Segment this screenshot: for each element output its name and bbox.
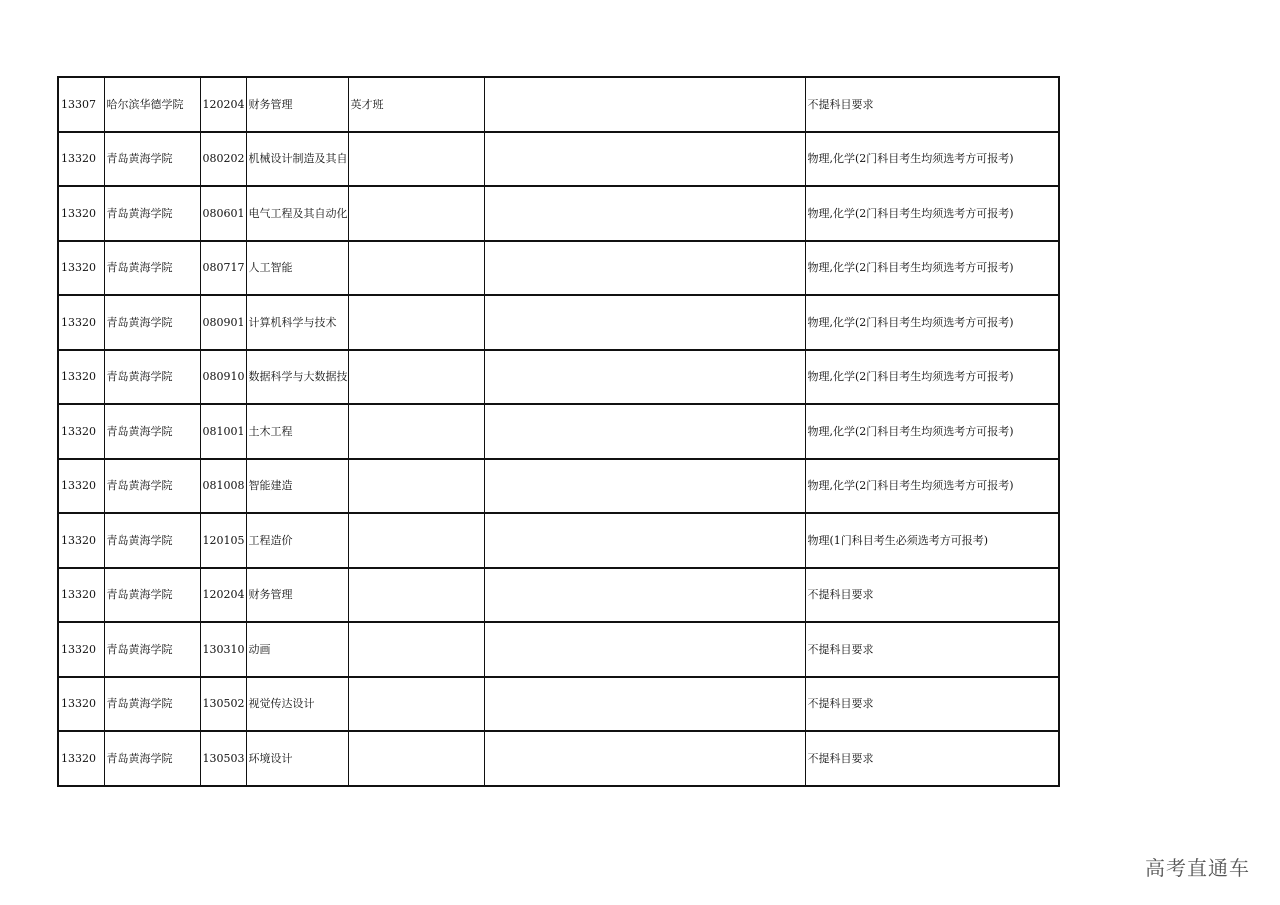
subject-requirement-cell: 物理,化学(2门科目考生均须选考方可报考)	[805, 404, 1059, 459]
note-cell	[348, 513, 484, 568]
note-cell: 英才班	[348, 77, 484, 132]
note-cell	[348, 622, 484, 677]
blank-cell	[484, 513, 805, 568]
school-name-cell: 青岛黄海学院	[104, 241, 200, 296]
blank-cell	[484, 295, 805, 350]
subject-requirement-cell: 不提科目要求	[805, 568, 1059, 623]
note-cell	[348, 132, 484, 187]
table-row	[58, 404, 1059, 459]
major-code-cell: 120204	[200, 568, 246, 623]
major-name-cell: 动画	[246, 622, 348, 677]
major-name-cell: 财务管理	[246, 77, 348, 132]
table-row	[58, 77, 1059, 132]
table-row	[58, 568, 1059, 623]
blank-cell	[484, 186, 805, 241]
major-name-cell: 人工智能	[246, 241, 348, 296]
table-row	[58, 622, 1059, 677]
major-code-cell: 080202	[200, 132, 246, 187]
blank-cell	[484, 350, 805, 405]
school-code-cell: 13320	[58, 459, 104, 514]
school-code-cell: 13320	[58, 350, 104, 405]
major-name-cell: 电气工程及其自动化	[246, 186, 348, 241]
school-name-cell: 青岛黄海学院	[104, 513, 200, 568]
major-name-cell: 智能建造	[246, 459, 348, 514]
school-code-cell: 13320	[58, 731, 104, 786]
note-cell	[348, 241, 484, 296]
admission-requirements-table	[57, 76, 1060, 787]
school-name-cell: 青岛黄海学院	[104, 731, 200, 786]
subject-requirement-cell: 物理,化学(2门科目考生均须选考方可报考)	[805, 186, 1059, 241]
major-code-cell: 130503	[200, 731, 246, 786]
note-cell	[348, 459, 484, 514]
major-code-cell: 080901	[200, 295, 246, 350]
subject-requirement-cell: 不提科目要求	[805, 622, 1059, 677]
blank-cell	[484, 241, 805, 296]
major-code-cell: 081008	[200, 459, 246, 514]
blank-cell	[484, 568, 805, 623]
school-code-cell: 13320	[58, 568, 104, 623]
subject-requirement-cell: 物理,化学(2门科目考生均须选考方可报考)	[805, 459, 1059, 514]
major-code-cell: 130310	[200, 622, 246, 677]
note-cell	[348, 404, 484, 459]
school-code-cell: 13320	[58, 132, 104, 187]
note-cell	[348, 350, 484, 405]
subject-requirement-cell: 物理,化学(2门科目考生均须选考方可报考)	[805, 241, 1059, 296]
table-row	[58, 731, 1059, 786]
major-name-cell: 财务管理	[246, 568, 348, 623]
major-code-cell: 080601	[200, 186, 246, 241]
table-body	[58, 77, 1059, 786]
note-cell	[348, 677, 484, 732]
school-code-cell: 13320	[58, 677, 104, 732]
school-name-cell: 哈尔滨华德学院	[104, 77, 200, 132]
major-code-cell: 081001	[200, 404, 246, 459]
table-row	[58, 350, 1059, 405]
major-name-cell: 视觉传达设计	[246, 677, 348, 732]
school-name-cell: 青岛黄海学院	[104, 677, 200, 732]
blank-cell	[484, 404, 805, 459]
school-name-cell: 青岛黄海学院	[104, 132, 200, 187]
table-row	[58, 295, 1059, 350]
subject-requirement-cell: 物理(1门科目考生必须选考方可报考)	[805, 513, 1059, 568]
major-code-cell: 080910	[200, 350, 246, 405]
table-row	[58, 459, 1059, 514]
major-name-cell: 环境设计	[246, 731, 348, 786]
note-cell	[348, 295, 484, 350]
note-cell	[348, 731, 484, 786]
table-row	[58, 186, 1059, 241]
school-code-cell: 13307	[58, 77, 104, 132]
school-name-cell: 青岛黄海学院	[104, 459, 200, 514]
school-name-cell: 青岛黄海学院	[104, 186, 200, 241]
school-name-cell: 青岛黄海学院	[104, 295, 200, 350]
school-name-cell: 青岛黄海学院	[104, 350, 200, 405]
school-code-cell: 13320	[58, 241, 104, 296]
subject-requirement-cell: 物理,化学(2门科目考生均须选考方可报考)	[805, 132, 1059, 187]
major-name-cell: 工程造价	[246, 513, 348, 568]
major-name-cell: 机械设计制造及其自	[246, 132, 348, 187]
subject-requirement-cell: 不提科目要求	[805, 677, 1059, 732]
subject-requirement-cell: 物理,化学(2门科目考生均须选考方可报考)	[805, 350, 1059, 405]
school-code-cell: 13320	[58, 622, 104, 677]
blank-cell	[484, 731, 805, 786]
subject-requirement-cell: 物理,化学(2门科目考生均须选考方可报考)	[805, 295, 1059, 350]
table-row	[58, 677, 1059, 732]
blank-cell	[484, 459, 805, 514]
school-name-cell: 青岛黄海学院	[104, 622, 200, 677]
table-row	[58, 132, 1059, 187]
table-row	[58, 241, 1059, 296]
major-code-cell: 120204	[200, 77, 246, 132]
watermark-text: 高考直通车	[1145, 856, 1250, 880]
blank-cell	[484, 77, 805, 132]
school-code-cell: 13320	[58, 404, 104, 459]
note-cell	[348, 568, 484, 623]
blank-cell	[484, 622, 805, 677]
major-name-cell: 土木工程	[246, 404, 348, 459]
note-cell	[348, 186, 484, 241]
school-code-cell: 13320	[58, 295, 104, 350]
school-code-cell: 13320	[58, 513, 104, 568]
major-code-cell: 130502	[200, 677, 246, 732]
table-row	[58, 513, 1059, 568]
school-name-cell: 青岛黄海学院	[104, 404, 200, 459]
subject-requirement-cell: 不提科目要求	[805, 77, 1059, 132]
subject-requirement-cell: 不提科目要求	[805, 731, 1059, 786]
blank-cell	[484, 132, 805, 187]
blank-cell	[484, 677, 805, 732]
major-name-cell: 计算机科学与技术	[246, 295, 348, 350]
school-name-cell: 青岛黄海学院	[104, 568, 200, 623]
major-code-cell: 080717	[200, 241, 246, 296]
major-code-cell: 120105	[200, 513, 246, 568]
school-code-cell: 13320	[58, 186, 104, 241]
major-name-cell: 数据科学与大数据技	[246, 350, 348, 405]
